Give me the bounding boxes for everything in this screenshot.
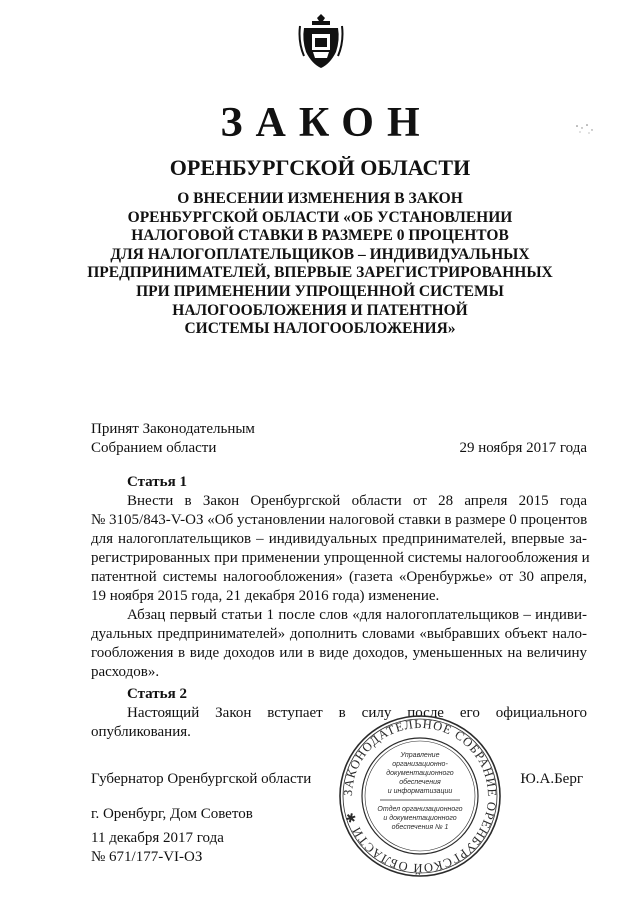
official-seal-icon — [336, 712, 504, 880]
law-subject — [60, 190, 580, 339]
article-1-heading: Статья 1 — [127, 474, 187, 490]
signing-details — [91, 829, 224, 867]
svg-text:Отдел организационного: Отдел организационного — [377, 806, 463, 813]
document-title: ЗАКОН — [220, 100, 433, 146]
text-line: регистрированных при применении упрощенной системы налогообложения и — [91, 550, 590, 566]
article-2-heading: Статья 2 — [127, 686, 187, 702]
subject-line: СИСТЕМЫ НАЛОГООБЛОЖЕНИЯ» — [184, 320, 456, 338]
article-1-text — [91, 492, 590, 682]
adoption-line: Принят Законодательным — [91, 421, 255, 437]
text-line: Абзац первый статьи 1 после слов «для налогоплательщиков – индиви- — [127, 607, 587, 623]
svg-text:и информатизации: и информатизации — [387, 788, 453, 795]
svg-text:ЗАКОНОДАТЕЛЬНОЕ СОБРАНИЕ ОРЕНБ: ЗАКОНОДАТЕЛЬНОЕ СОБРАНИЕ ОРЕНБУРГСКОЙ ОБЛАСТИ ✱ — [340, 716, 500, 876]
law-number: № 671/177-VI-ОЗ — [91, 849, 203, 865]
subject-line: НАЛОГООБЛОЖЕНИЯ И ПАТЕНТНОЙ — [172, 301, 468, 319]
svg-text:обеспечения № 1: обеспечения № 1 — [391, 824, 449, 831]
subject-line: О ВНЕСЕНИИ ИЗМЕНЕНИЯ В ЗАКОН — [177, 190, 463, 207]
subject-line: НАЛОГОВОЙ СТАВКИ В РАЗМЕРЕ 0 ПРОЦЕНТОВ — [131, 227, 509, 245]
text-line: Внести в Закон Оренбургской области от 28 апреля 2015 года — [127, 493, 587, 509]
text-line: № 3105/843-V-ОЗ «Об установлении налоговой ставки в размере 0 процентов — [91, 512, 588, 528]
coat-of-arms-icon — [298, 12, 344, 70]
adoption-date: 29 ноября 2017 года — [459, 440, 587, 456]
svg-text:Управление: Управление — [400, 752, 440, 759]
signing-date: 11 декабря 2017 года — [91, 830, 224, 846]
svg-text:организационно-: организационно- — [392, 761, 448, 768]
text-line: расходов». — [91, 664, 160, 680]
subject-line: ПРИ ПРИМЕНЕНИИ УПРОЩЕННОЙ СИСТЕМЫ — [136, 282, 504, 300]
text-line: патентной системы налогообложения» (газета «Оренбуржье» от 30 апреля, — [91, 569, 587, 585]
subject-line: ПРЕДПРИНИМАТЕЛЕЙ, ВПЕРВЫЕ ЗАРЕГИСТРИРОВАННЫХ — [87, 264, 553, 282]
text-line: 19 ноября 2015 года, 21 декабря 2016 года) изменение. — [91, 588, 440, 604]
governor-title: Губернатор Оренбургской области — [91, 771, 312, 787]
adoption-note — [91, 420, 255, 458]
adoption-line: Собранием области — [91, 440, 217, 456]
subject-line: ДЛЯ НАЛОГОПЛАТЕЛЬЩИКОВ – ИНДИВИДУАЛЬНЫХ — [110, 245, 530, 263]
text-line: гообложения в виде доходов или в виде доходов, уменьшенных на величину — [91, 645, 587, 661]
svg-text:документационного: документационного — [386, 770, 454, 777]
text-line: для налогоплательщиков – индивидуальных предпринимателей, впервые за- — [91, 531, 587, 547]
signing-place: г. Оренбург, Дом Советов — [91, 806, 253, 822]
text-line: Настоящий Закон вступает в силу после его официального — [127, 705, 587, 721]
subject-line: ОРЕНБУРГСКОЙ ОБЛАСТИ «ОБ УСТАНОВЛЕНИИ — [127, 208, 513, 226]
text-line: опубликования. — [91, 724, 191, 740]
svg-text:и документационного: и документационного — [383, 815, 457, 822]
svg-text:обеспечения: обеспечения — [399, 779, 441, 786]
governor-name: Ю.А.Берг — [520, 771, 583, 787]
text-line: дуальных предпринимателей» дополнить словами «выбравших объект нало- — [91, 626, 587, 642]
region-name: ОРЕНБУРГСКОЙ ОБЛАСТИ — [169, 155, 471, 180]
